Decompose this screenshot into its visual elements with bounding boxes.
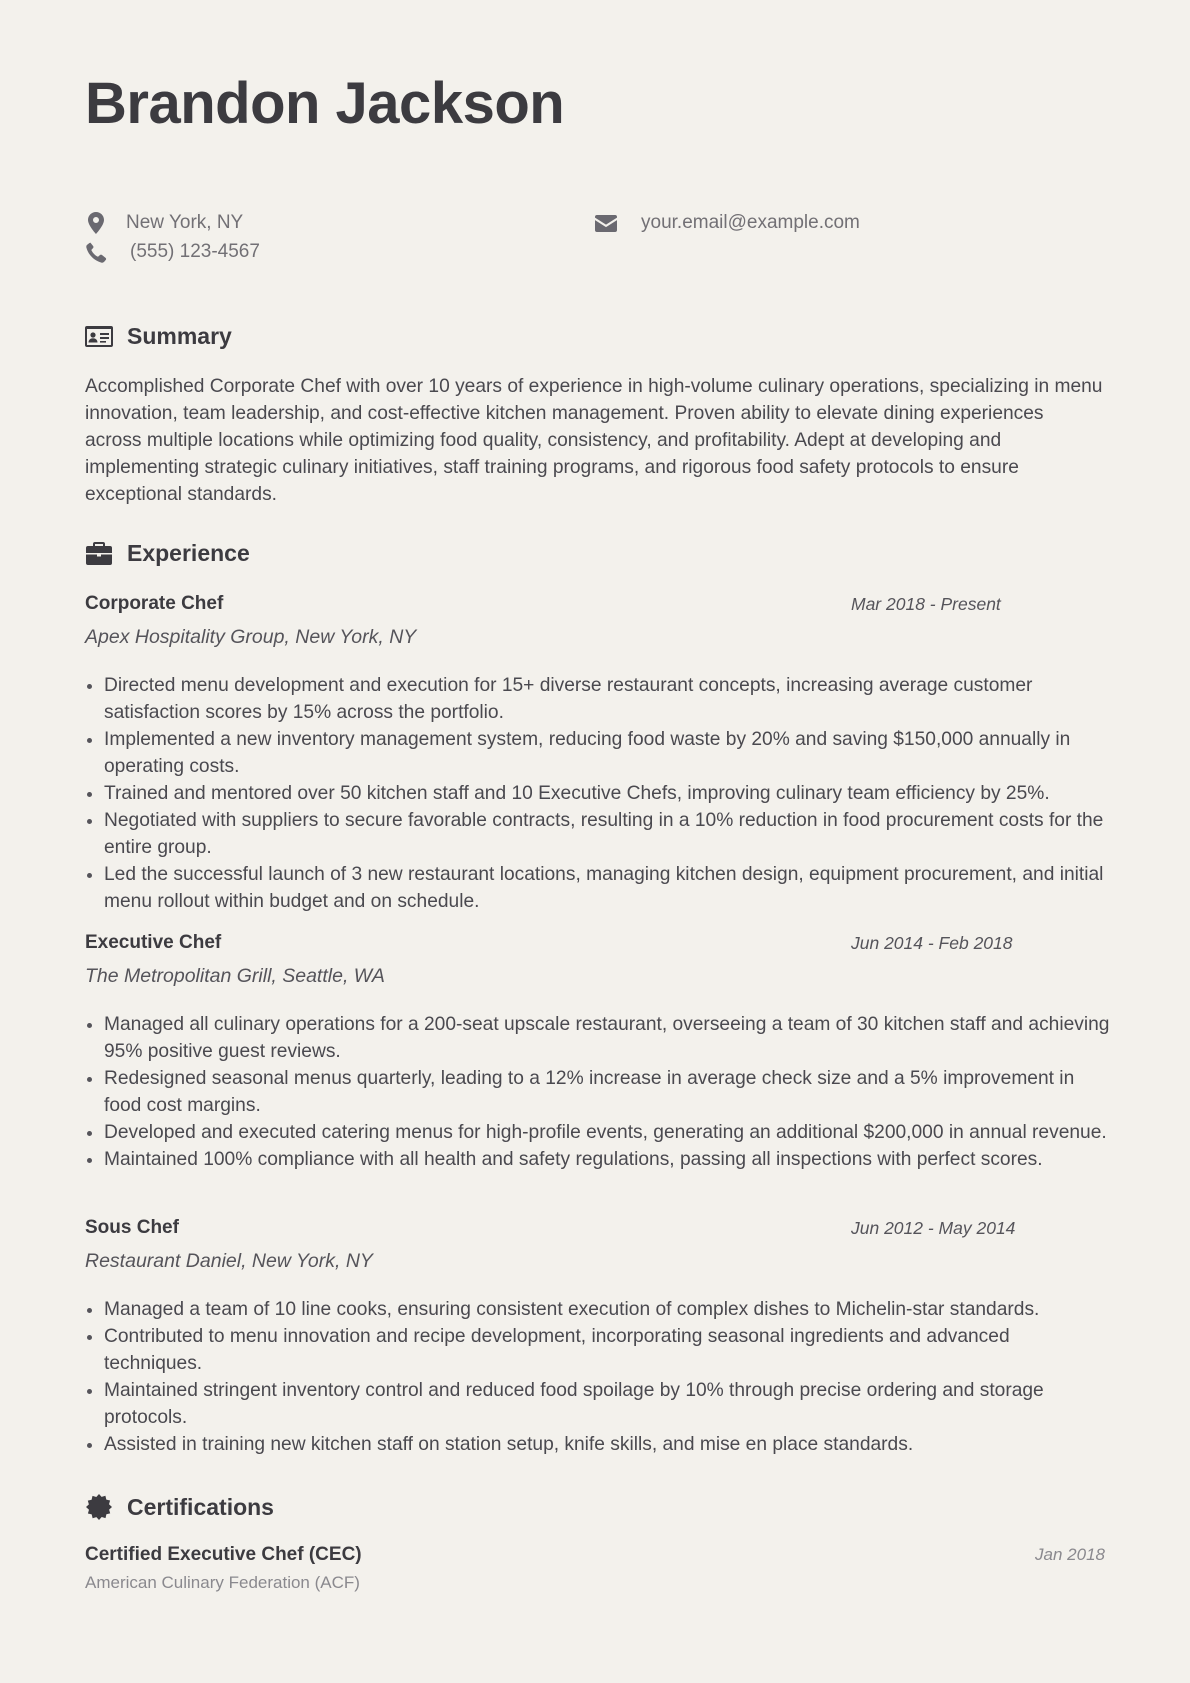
- candidate-name: Brandon Jackson: [85, 71, 565, 136]
- phone-icon: [85, 241, 107, 263]
- summary-title: Summary: [127, 322, 232, 349]
- envelope-icon: [595, 212, 617, 234]
- briefcase-icon: [85, 539, 113, 567]
- job-company: Apex Hospitality Group, New York, NY: [85, 626, 417, 648]
- certification-issuer: American Culinary Federation (ACF): [85, 1573, 360, 1592]
- list-item: Contributed to menu innovation and recipe development, incorporating seasonal ingredients and advanced techniques.: [85, 1323, 1110, 1377]
- job-dates: Jun 2014 - Feb 2018: [851, 933, 1013, 953]
- phone-text[interactable]: (555) 123-4567: [130, 241, 260, 262]
- certifications-heading: [85, 1493, 274, 1521]
- list-item: Led the successful launch of 3 new restaurant locations, managing kitchen design, equipment procurement, and initial menu rollout within budget and on schedule.: [85, 861, 1110, 915]
- list-item: Managed all culinary operations for a 200-seat upscale restaurant, overseeing a team of 30 kitchen staff and achieving 95% positive guest reviews.: [85, 1011, 1110, 1065]
- list-item: Implemented a new inventory management system, reducing food waste by 20% and saving $150,000 annually in operating costs.: [85, 726, 1110, 780]
- id-card-icon: [85, 322, 113, 350]
- contact-email[interactable]: [595, 212, 860, 234]
- list-item: Managed a team of 10 line cooks, ensuring consistent execution of complex dishes to Michelin-star standards.: [85, 1296, 1110, 1323]
- experience-title: Experience: [127, 539, 250, 566]
- job-company: The Metropolitan Grill, Seattle, WA: [85, 965, 385, 987]
- list-item: Maintained stringent inventory control and reduced food spoilage by 10% through precise ordering and storage protocols.: [85, 1377, 1110, 1431]
- list-item: Negotiated with suppliers to secure favorable contracts, resulting in a 10% reduction in food procurement costs for the entire group.: [85, 807, 1110, 861]
- list-item: Directed menu development and execution for 15+ diverse restaurant concepts, increasing average customer satisfaction scores by 15% across the portfolio.: [85, 672, 1110, 726]
- badge-icon: [85, 1493, 113, 1521]
- list-item: Maintained 100% compliance with all health and safety regulations, passing all inspections with perfect scores.: [85, 1146, 1110, 1173]
- list-item: Trained and mentored over 50 kitchen staff and 10 Executive Chefs, improving culinary team efficiency by 25%.: [85, 780, 1110, 807]
- list-item: Developed and executed catering menus for high-profile events, generating an additional $200,000 in annual revenue.: [85, 1119, 1110, 1146]
- contact-phone[interactable]: [85, 241, 260, 263]
- job-bullets: [85, 1296, 1110, 1458]
- job-dates: Mar 2018 - Present: [851, 594, 1001, 614]
- job-bullets: [85, 672, 1110, 915]
- job-title: Corporate Chef: [85, 593, 224, 614]
- summary-text: Accomplished Corporate Chef with over 10 years of experience in high-volume culinary operations, specializing in menu innovation, team leadership, and cost-effective kitchen management. Proven ability to elevate dining experiences across multiple locations while optimizing food quality, consistency, and profitability. Adept at developing and implementing strategic culinary initiatives, staff training programs, and rigorous food safety protocols to ensure exceptional standards.: [85, 376, 1103, 505]
- experience-heading: [85, 539, 250, 567]
- certifications-title: Certifications: [127, 1493, 274, 1520]
- list-item: Assisted in training new kitchen staff on station setup, knife skills, and mise en place standards.: [85, 1431, 1110, 1458]
- job-company: Restaurant Daniel, New York, NY: [85, 1250, 373, 1272]
- email-text[interactable]: your.email@example.com: [641, 212, 860, 233]
- job-title: Sous Chef: [85, 1217, 179, 1238]
- certification-date: Jan 2018: [1035, 1545, 1105, 1564]
- location-text: New York, NY: [126, 212, 244, 233]
- certification-name: Certified Executive Chef (CEC): [85, 1544, 362, 1565]
- list-item: Redesigned seasonal menus quarterly, leading to a 12% increase in average check size and a 5% improvement in food cost margins.: [85, 1065, 1110, 1119]
- job-bullets: [85, 1011, 1110, 1173]
- summary-heading: [85, 322, 232, 350]
- map-marker-icon: [85, 212, 107, 234]
- contact-location: [85, 212, 243, 234]
- job-title: Executive Chef: [85, 932, 222, 953]
- job-dates: Jun 2012 - May 2014: [851, 1218, 1016, 1238]
